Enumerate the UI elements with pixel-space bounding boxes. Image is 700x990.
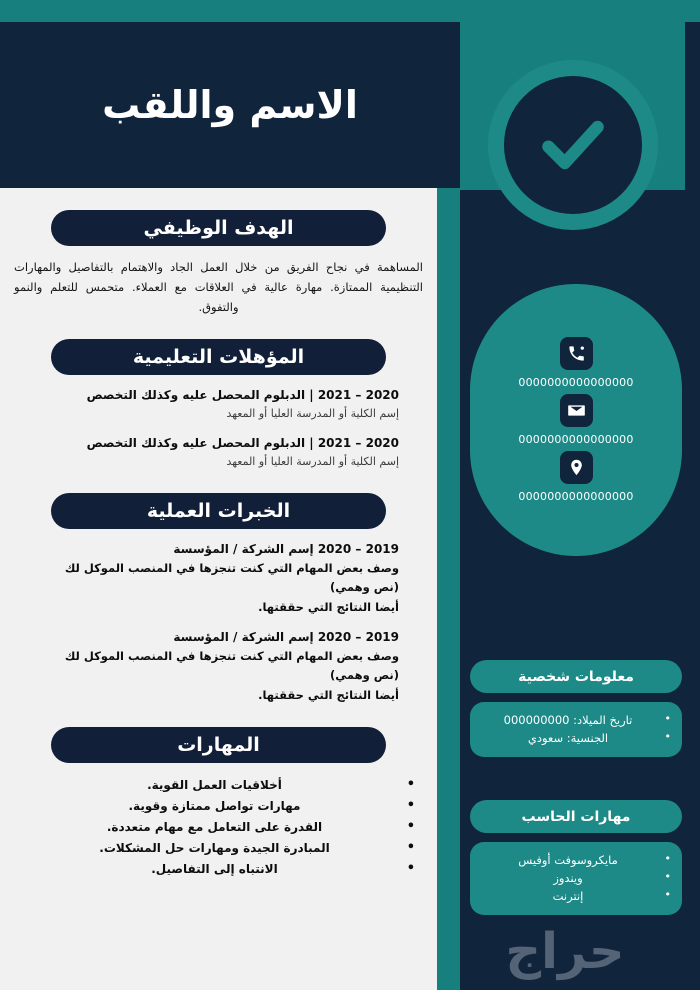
education-entry-title: 2020 – 2021 | الدبلوم المحصل عليه وكذلك التخصص: [86, 388, 399, 402]
address-value: 0000000000000000: [518, 490, 634, 503]
skill-item: • مهارات تواصل ممتازة وقوية.: [18, 796, 411, 817]
contact-card: [470, 284, 682, 556]
experience-entry-title: 2019 – 2020 إسم الشركة / المؤسسة: [173, 542, 399, 556]
objective-body: المساهمة في نجاح الفريق من خلال العمل الجاد والاهتمام بالتفاصيل والمهارات التنظيمية الممتازة. مهارة عالية في العلاقات مع العملاء. متحمس للتعلم والنمو والتفوق.: [14, 260, 423, 314]
avatar-inner-circle: [504, 76, 642, 214]
header-banner: [0, 22, 460, 188]
avatar: [488, 60, 658, 230]
sidebar: [460, 22, 700, 990]
location-pin-icon: [560, 451, 593, 484]
personal-info-box: [470, 702, 682, 757]
section-heading-objective: الهدف الوظيفي: [51, 210, 386, 246]
computer-skill-item: • مايكروسوفت أوفيس: [478, 851, 658, 869]
haraj-watermark-logo: [470, 920, 660, 982]
personal-info-item: • تاريخ الميلاد: 000000000: [478, 711, 658, 729]
experience-entry-desc-line1: وصف بعض المهام التي كنت تنجزها في المنصب الموكل لك (نص وهمي): [64, 649, 399, 682]
section-heading-skills: المهارات: [51, 727, 386, 763]
main-content: [0, 188, 437, 990]
education-entry-school: إسم الكلية أو المدرسة العليا أو المعهد: [226, 407, 399, 420]
experience-entry-desc-line2: أيضا النتائج التي حققتها.: [258, 688, 399, 702]
computer-skills-heading: مهارات الحاسب: [470, 800, 682, 833]
contact-item-address[interactable]: [518, 451, 633, 503]
skills-list: [18, 775, 411, 880]
skill-item: • أخلاقيات العمل القوية.: [18, 775, 411, 796]
watermark-text: حراج: [505, 921, 625, 980]
experience-entry-desc-line1: وصف بعض المهام التي كنت تنجزها في المنصب الموكل لك (نص وهمي): [64, 561, 399, 594]
experience-entry: [38, 628, 399, 705]
education-entry-school: إسم الكلية أو المدرسة العليا أو المعهد: [226, 455, 399, 468]
contact-item-phone[interactable]: [518, 337, 633, 389]
experience-body: [0, 540, 437, 705]
envelope-icon: [560, 394, 593, 427]
skill-item: • الانتباه إلى التفاصيل.: [18, 859, 411, 880]
education-entry: [38, 386, 399, 423]
experience-entry-title: 2019 – 2020 إسم الشركة / المؤسسة: [173, 630, 399, 644]
experience-entry-desc-line2: أيضا النتائج التي حققتها.: [258, 600, 399, 614]
phone-value: 0000000000000000: [518, 376, 634, 389]
page-title: الاسم واللقب: [102, 83, 358, 127]
education-entry: [38, 434, 399, 471]
education-entry-title: 2020 – 2021 | الدبلوم المحصل عليه وكذلك التخصص: [86, 436, 399, 450]
personal-info-heading: معلومات شخصية: [470, 660, 682, 693]
check-icon: [532, 104, 614, 186]
section-heading-education: المؤهلات التعليمية: [51, 339, 386, 375]
contact-item-email[interactable]: [518, 394, 633, 446]
computer-skill-item: • ويندوز: [478, 869, 658, 887]
education-body: [0, 386, 437, 471]
personal-info-item: • الجنسية: سعودي: [478, 729, 658, 747]
experience-entry: [38, 540, 399, 617]
phone-icon: [560, 337, 593, 370]
computer-skills-box: [470, 842, 682, 915]
skill-item: • المبادرة الجيدة ومهارات حل المشكلات.: [18, 838, 411, 859]
computer-skill-item: • إنترنت: [478, 887, 658, 905]
skill-item: • القدرة على التعامل مع مهام متعددة.: [18, 817, 411, 838]
email-value: 0000000000000000: [518, 433, 634, 446]
section-heading-experience: الخبرات العملية: [51, 493, 386, 529]
